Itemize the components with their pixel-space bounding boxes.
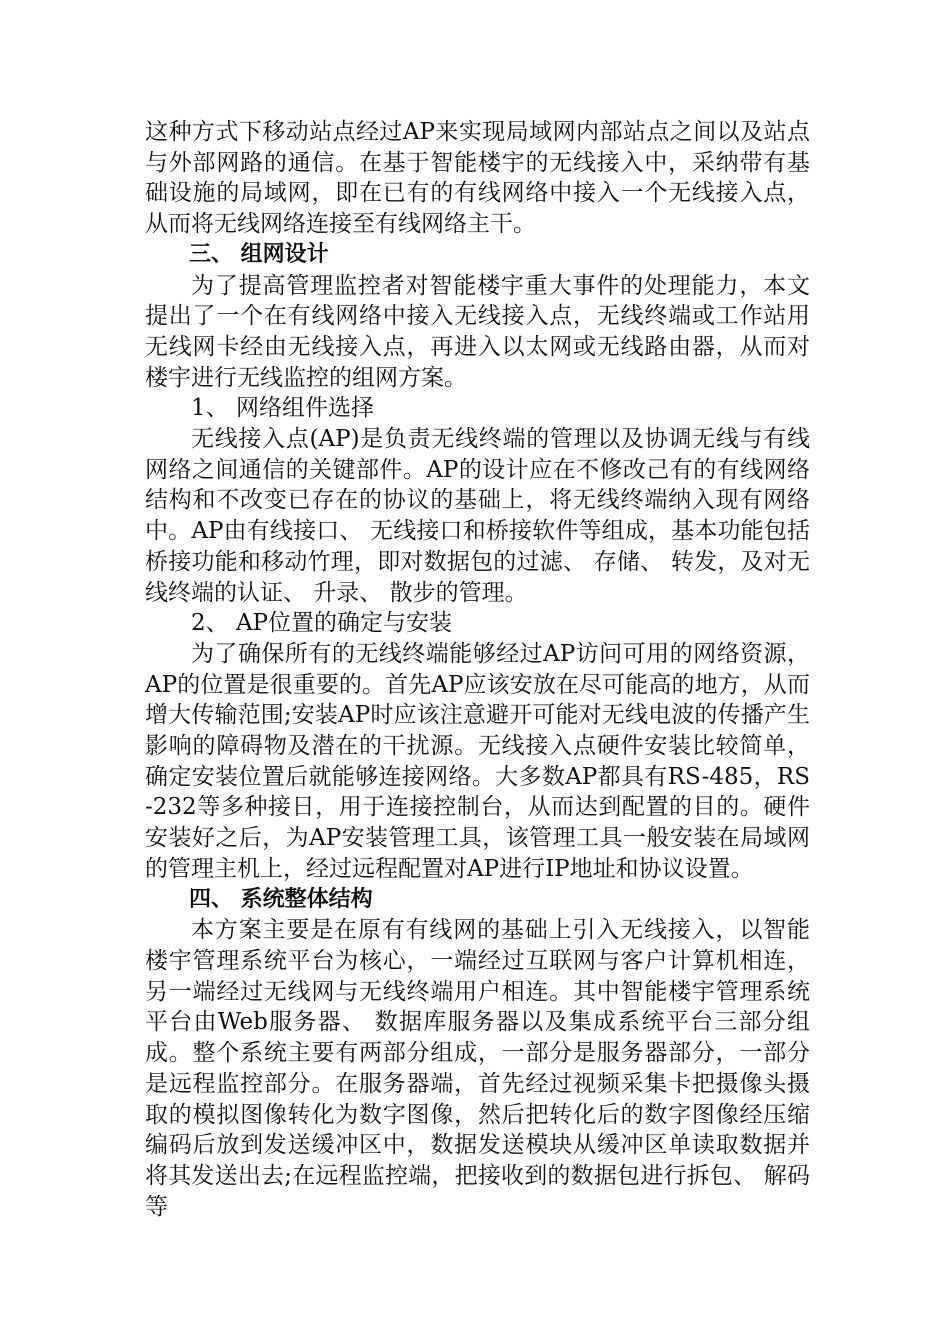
paragraph-ap-installation: 为了确保所有的无线终端能够经过AP访问可用的网络资源，AP的位置是很重要的。首先AP应该安放在尽可能高的地方，从而增大传输范围;安装AP时应该注意避开可能对无线电波的传播产生影响的障碍物及潜在的干扰源。无线接入点硬件安装比较简单，确定安装位置后就能够连接网络。大多数AP都具有RS-485，RS-232等多种接日，用于连接控制台，从而达到配置的目的。硬件安装好之后，为AP安装管理工具，该管理工具一般安装在局域网的管理主机上，经过远程配置对AP进行IP地址和协议设置。 <box>145 640 810 882</box>
subheading-ap-placement: 2、 AP位置的确定与安装 <box>191 610 453 637</box>
paragraph-system-structure: 本方案主要是在原有有线网的基础上引入无线接入，以智能楼宇管理系统平台为核心，一端经过互联网与客户计算机相连，另一端经过无线网与无线终端用户相连。其中智能楼宇管理系统平台由Web服务器、 数据库服务器以及集成系统平台三部分组成。整个系统主要有两部分组成，一部分是服务器部分，一部分是远程监控部分。在服务器端，首先经过视频采集卡把摄像头摄取的模拟图像转化为数字图像，然后把转化后的数字图像经压缩编码后放到发送缓冲区中，数据发送模块从缓冲区单读取数据并将其发送出去;在远程监控端，把接收到的数据包进行拆包、 解码等 <box>145 917 810 1220</box>
paragraph-continuation: 这种方式下移动站点经过AP来实现局域网内部站点之间以及站点与外部网路的通信。在基于智能楼宇的无线接入中，采纳带有基础设施的局域网，即在已有的有线网络中接入一个无线接入点，从而将无线网络连接至有线网络主干。 <box>145 119 810 238</box>
document-page <box>145 117 810 1222</box>
section-heading-networking-design: 三、 组网设计 <box>189 241 329 267</box>
subheading-component-selection: 1、 网络组件选择 <box>191 395 374 422</box>
section-heading-system-structure: 四、 系统整体结构 <box>189 886 373 912</box>
paragraph-access-point: 无线接入点(AP)是负责无线终端的管理以及协调无线与有线网络之间通信的关键部件。AP的设计应在不修改己有的有线网络结构和不改变已存在的协议的基础上，将无线终端纳入现有网络中。AP由有线接口、 无线接口和桥接软件等组成，基本功能包括桥接功能和移动竹理，即对数据包的过滤、 存储、 转发，及对无线终端的认证、 升录、 散步的管理。 <box>145 426 810 606</box>
paragraph-networking-intro: 为了提高管理监控者对智能楼宇重大事件的处理能力，本文提出了一个在有线网络中接入无线接入点，无线终端或工作站用无线网卡经由无线接入点，再进入以太网或无线路由器，从而对楼宇进行无线监控的组网方案。 <box>145 272 810 391</box>
